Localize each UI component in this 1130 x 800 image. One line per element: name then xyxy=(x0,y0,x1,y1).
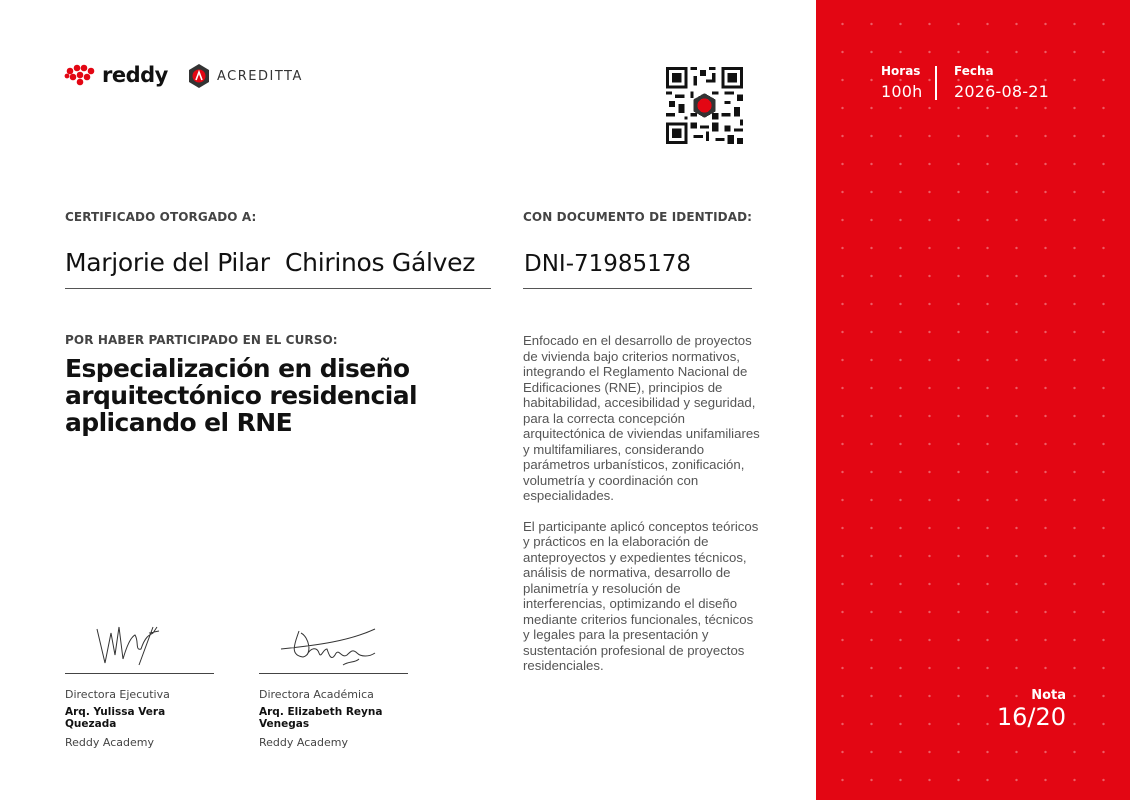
id-label: CON DOCUMENTO DE IDENTIDAD: xyxy=(523,210,753,224)
signature-academic-image xyxy=(259,615,409,673)
date-label: Fecha xyxy=(954,64,994,78)
acreditta-wordmark: ACREDITTA xyxy=(217,68,303,84)
signer-role: Directora Académica xyxy=(259,688,374,701)
recipient-last-names: Chirinos Gálvez xyxy=(285,248,476,277)
side-panel xyxy=(816,0,1130,800)
signature-line xyxy=(259,673,408,674)
course-title xyxy=(65,355,485,436)
id-value: DNI-71985178 xyxy=(524,251,692,277)
grade-label: Nota xyxy=(1031,688,1066,703)
grade-block xyxy=(997,688,1066,731)
acreditta-logo-icon xyxy=(187,63,211,89)
reddy-logo xyxy=(64,62,168,88)
signer-organization: Reddy Academy xyxy=(65,736,154,749)
grade-value: 16/20 xyxy=(996,703,1066,731)
signature-line xyxy=(65,673,214,674)
id-underline xyxy=(523,288,752,289)
hours-block xyxy=(881,64,922,101)
recipient-underline xyxy=(65,288,491,289)
signer-name: Arq. Yulissa Vera Quezada xyxy=(65,706,166,730)
course-title-line: Especialización en diseño xyxy=(65,354,410,383)
signer-name: Arq. Elizabeth Reyna Venegas xyxy=(259,706,383,730)
signer-organization: Reddy Academy xyxy=(259,736,348,749)
recipient-first-names: Marjorie del Pilar xyxy=(65,248,270,277)
hours-value: 100h xyxy=(881,82,923,101)
course-title-line: aplicando el RNE xyxy=(65,408,293,437)
hours-label: Horas xyxy=(881,64,921,78)
date-value: 2026-08-21 xyxy=(954,82,1049,101)
reddy-wordmark: reddy xyxy=(102,63,168,87)
date-block xyxy=(954,64,1049,101)
description-paragraph: El participante aplicó conceptos teóricos y prácticos en la elaboración de anteproyectos y expedientes técnicos, análisis de normativa, desarrollo de planimetría y resolución de interferencias, optimizando el diseño mediante criterios funcionales, técnicos y legales para la presentación y sustentación profesional de proyectos residenciales. xyxy=(523,518,759,673)
signature-block-executive xyxy=(65,615,215,749)
acreditta-logo xyxy=(187,63,303,89)
signature-executive-image xyxy=(65,615,215,673)
meta-divider xyxy=(935,66,937,100)
course-label: POR HABER PARTICIPADO EN EL CURSO: xyxy=(65,333,338,347)
course-title-line: arquitectónico residencial xyxy=(65,381,417,410)
course-description xyxy=(523,333,763,689)
verification-qr-code[interactable] xyxy=(666,67,743,144)
reddy-logo-icon xyxy=(64,62,96,88)
granted-to-label: CERTIFICADO OTORGADO A: xyxy=(65,210,257,224)
description-paragraph: Enfocado en el desarrollo de proyectos de vivienda bajo criterios normativos, integrando el Reglamento Nacional de Edificaciones (RNE), principios de habitabilidad, accesibilidad y seguridad, para la correcta concepción arquitectónica de viviendas unifamiliares y multifamiliares, considerando parámetros urbanísticos, zonificación, volumetría y coordinación con especialidades. xyxy=(523,333,760,503)
signer-role: Directora Ejecutiva xyxy=(65,688,170,701)
signature-block-academic xyxy=(259,615,409,749)
recipient-name xyxy=(65,248,475,277)
